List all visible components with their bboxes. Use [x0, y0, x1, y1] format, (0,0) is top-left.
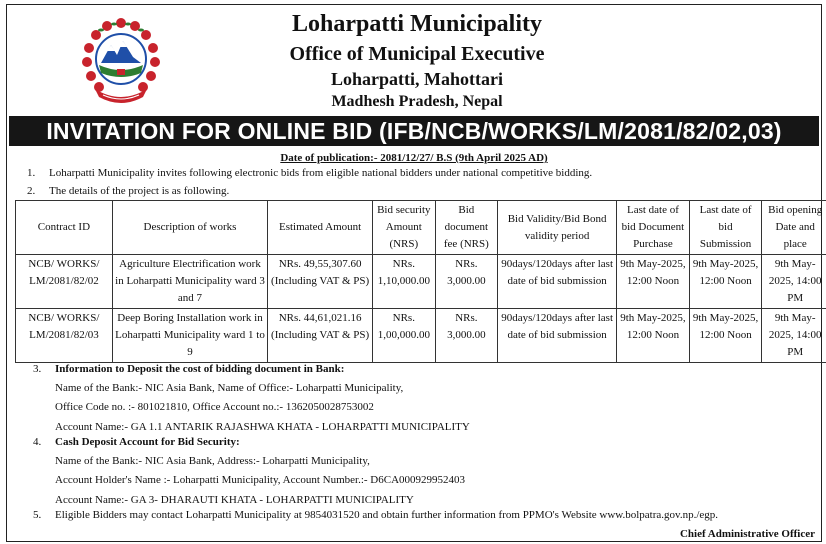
purchase-date-cell: 9th May-2025, 12:00 Noon: [617, 255, 690, 309]
bid-security-account-section: [35, 433, 465, 510]
section-line: Office Code no. :- 801021810, Office Account no.:- 1362050028753002: [55, 401, 374, 414]
municipality-title: Loharpatti Municipality: [291, 11, 543, 37]
intro-item-text: The details of the project is as following.: [49, 185, 230, 197]
contact-text: Eligible Bidders may contact Loharpatti Municipality at 9854031520 and obtain further information from PPMO's Website www.bolpatra.gov.np./egp.: [55, 509, 719, 521]
column-header: Contract ID: [16, 201, 113, 255]
office-title: Office of Municipal Executive: [289, 43, 545, 65]
section-number: 3.: [33, 363, 42, 375]
location-line: Loharpatti, Mahottari: [331, 69, 503, 89]
contact-section: [35, 506, 718, 525]
intro-item-text: Loharpatti Municipality invites following electronic bids from eligible national bidders under national competitive bidding.: [49, 167, 593, 179]
intro-item-number: 1.: [27, 167, 36, 179]
notice-page: [6, 4, 822, 542]
intro-item-2: [27, 185, 230, 197]
submission-date-cell: 9th May-2025, 12:00 Noon: [689, 255, 762, 309]
column-header: Description of works: [112, 201, 267, 255]
purchase-date-cell: 9th May-2025, 12:00 Noon: [617, 309, 690, 363]
section-line: Name of the Bank:- NIC Asia Bank, Address:- Loharpatti Municipality,: [55, 455, 370, 468]
intro-item-number: 2.: [27, 185, 36, 197]
column-header: Bid security Amount (NRS): [373, 201, 436, 255]
bid-details-table: [15, 200, 826, 363]
bid-security-cell: NRs. 1,00,000.00: [373, 309, 436, 363]
bid-security-cell: NRs. 1,10,000.00: [373, 255, 436, 309]
document-fee-cell: NRs. 3,000.00: [435, 309, 498, 363]
table-row: [16, 255, 826, 309]
opening-date-cell: 9th May-2025, 14:00 PM: [762, 309, 826, 363]
validity-cell: 90days/120days after last date of bid submission: [498, 309, 617, 363]
description-cell: Agriculture Electrification work in Loharpatti Municipality ward 3 and 7: [112, 255, 267, 309]
column-header: Bid Validity/Bid Bond validity period: [498, 201, 617, 255]
section-line: Name of the Bank:- NIC Asia Bank, Name of Office:- Loharpatti Municipality,: [55, 382, 404, 395]
section-number: 5.: [33, 509, 42, 521]
validity-cell: 90days/120days after last date of bid submission: [498, 255, 617, 309]
section-heading: Information to Deposit the cost of bidding document in Bank:: [55, 363, 345, 375]
section-line: Account Name:- GA 1.1 ANTARIK RAJASHWA KHATA - LOHARPATTI MUNICIPALITY: [55, 420, 470, 433]
publication-date: Date of publication:- 2081/12/27/ B.S (9th April 2025 AD): [280, 152, 548, 164]
section-line: Account Holder's Name :- Loharpatti Municipality, Account Number.:- D6CA000929952403: [55, 474, 466, 487]
contract-id-cell: NCB/ WORKS/ LM/2081/82/02: [16, 255, 113, 309]
intro-item-1: [27, 167, 593, 179]
bank-document-fee-section: [35, 360, 470, 437]
estimated-amount-cell: NRs. 49,55,307.60 (Including VAT & PS): [268, 255, 373, 309]
municipality-emblem-icon: [77, 15, 165, 105]
section-line: Account Name:- GA 3- DHARAUTI KHATA - LOHARPATTI MUNICIPALITY: [55, 493, 414, 506]
document-fee-cell: NRs. 3,000.00: [435, 255, 498, 309]
opening-date-cell: 9th May-2025, 14:00 PM: [762, 255, 826, 309]
column-header: Estimated Amount: [268, 201, 373, 255]
column-header: Last date of bid Document Purchase: [617, 201, 690, 255]
table-row: [16, 309, 826, 363]
table-header-row: [16, 201, 826, 255]
estimated-amount-cell: NRs. 44,61,021.16 (Including VAT & PS): [268, 309, 373, 363]
section-heading: Cash Deposit Account for Bid Security:: [55, 436, 240, 448]
signatory-title: Chief Administrative Officer: [679, 528, 815, 540]
section-number: 4.: [33, 436, 42, 448]
column-header: Bid opening Date and place: [762, 201, 826, 255]
contract-id-cell: NCB/ WORKS/ LM/2081/82/03: [16, 309, 113, 363]
description-cell: Deep Boring Installation work in Loharpatti Municipality ward 1 to 9: [112, 309, 267, 363]
invitation-banner: INVITATION FOR ONLINE BID (IFB/NCB/WORKS/LM/2081/82/02,03): [9, 116, 819, 146]
column-header: Last date of bid Submission: [689, 201, 762, 255]
submission-date-cell: 9th May-2025, 12:00 Noon: [689, 309, 762, 363]
province-line: Madhesh Pradesh, Nepal: [331, 93, 503, 110]
column-header: Bid document fee (NRS): [435, 201, 498, 255]
